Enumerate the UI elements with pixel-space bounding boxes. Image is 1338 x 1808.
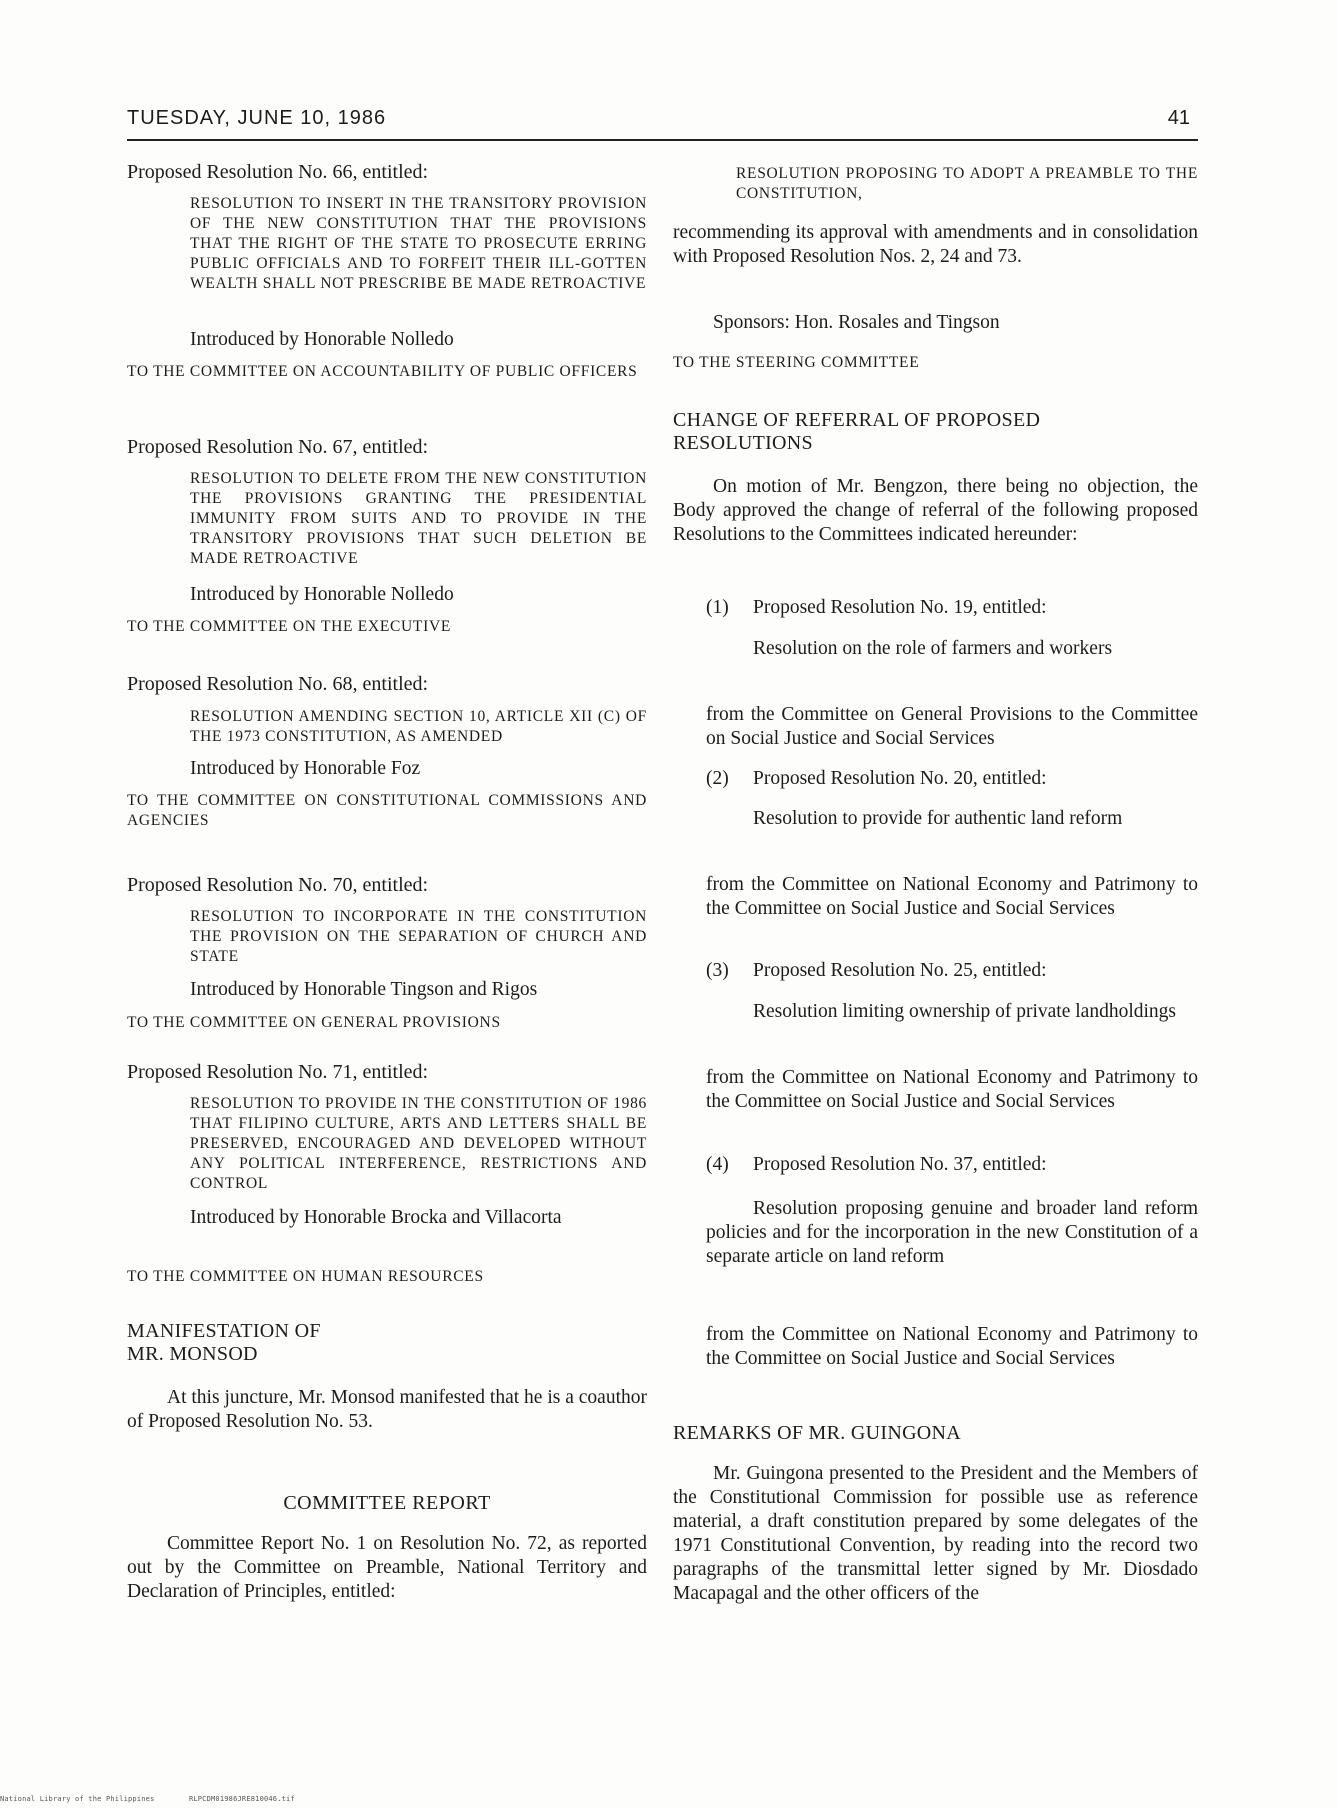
resolution-70-introduced: Introduced by Honorable Tingson and Rigos bbox=[190, 979, 538, 1000]
resolution-66-introduced: Introduced by Honorable Nolledo bbox=[190, 329, 454, 350]
referral-item-3-title: Resolution limiting ownership of private landholdings bbox=[753, 1001, 1177, 1022]
manifestation-heading-line2: MR. MONSOD bbox=[127, 1343, 258, 1365]
resolution-68-title: RESOLUTION AMENDING SECTION 10, ARTICLE XII (C) OF THE 1973 CONSTITUTION, AS AMENDED bbox=[190, 708, 647, 745]
referral-item-1-title: Resolution on the role of farmers and workers bbox=[753, 638, 1113, 659]
referral-item-2-title: Resolution to provide for authentic land reform bbox=[753, 808, 1123, 829]
referral-item-4-number: (4) bbox=[706, 1154, 729, 1175]
footer-file: RLPCDM01986JRE810046.tif bbox=[188, 1795, 295, 1803]
resolution-70-referral: TO THE COMMITTEE ON GENERAL PROVISIONS bbox=[127, 1014, 501, 1031]
referral-item-4-title: Resolution proposing genuine and broader land reform policies and for the incorporation in the new Constitution of a separate article on land reform bbox=[706, 1198, 1198, 1267]
referral-item-3-head bbox=[673, 959, 1198, 983]
referral-item-3-label: Proposed Resolution No. 25, entitled: bbox=[753, 960, 1047, 981]
page-number: 41 bbox=[1167, 107, 1190, 129]
manifestation-text: At this juncture, Mr. Monsod manifested that he is a coauthor of Proposed Resolution No. 53. bbox=[127, 1387, 647, 1432]
manifestation-heading-line1: MANIFESTATION OF bbox=[127, 1320, 321, 1342]
remarks-text: Mr. Guingona presented to the President and the Members of the Constitutional Commission for possible use as reference material, a draft constitution prepared by some delegates of the 1971 Constitutional Convention, by reading into the record two paragraphs of the transmittal letter signed by Mr. Diosdado Macapagal and the other officers of the bbox=[673, 1463, 1198, 1604]
remarks-heading: REMARKS OF MR. GUINGONA bbox=[673, 1422, 962, 1444]
resolution-71-referral: TO THE COMMITTEE ON HUMAN RESOURCES bbox=[127, 1268, 484, 1285]
committee-report-heading: COMMITTEE REPORT bbox=[283, 1492, 491, 1514]
resolution-67-title: RESOLUTION TO DELETE FROM THE NEW CONSTITUTION THE PROVISIONS GRANTING THE PRESIDENTIAL IMMUNITY FROM SUITS AND TO PROVIDE IN THE TRANSITORY PROVISIONS THAT SUCH DELETION BE MADE RETROACTIVE bbox=[190, 470, 647, 567]
resolution-66-title: RESOLUTION TO INSERT IN THE TRANSITORY PROVISION OF THE NEW CONSTITUTION THAT THE PROVISIONS THAT THE RIGHT OF THE STATE TO PROSECUTE ERRING PUBLIC OFFICIALS AND TO FORFEIT THEIR ILL-GOTTEN WEALTH SHALL NOT PRESCRIBE BE MADE RETROACTIVE bbox=[190, 195, 647, 292]
referral-item-1-from: from the Committee on General Provisions to the Committee on Social Justice and Social Services bbox=[706, 704, 1198, 749]
resolution-67-lead: Proposed Resolution No. 67, entitled: bbox=[127, 436, 429, 458]
resolution-70-lead: Proposed Resolution No. 70, entitled: bbox=[127, 874, 429, 896]
referral-item-2-number: (2) bbox=[706, 768, 729, 789]
resolution-71-lead: Proposed Resolution No. 71, entitled: bbox=[127, 1061, 429, 1083]
resolution-70-title: RESOLUTION TO INCORPORATE IN THE CONSTITUTION THE PROVISION ON THE SEPARATION OF CHURCH AND STATE bbox=[190, 908, 647, 965]
change-of-referral-heading bbox=[673, 409, 1198, 455]
resolution-68-referral: TO THE COMMITTEE ON CONSTITUTIONAL COMMISSIONS AND AGENCIES bbox=[127, 792, 647, 829]
resolution-66-referral: TO THE COMMITTEE ON ACCOUNTABILITY OF PUBLIC OFFICERS bbox=[127, 363, 638, 380]
preamble-sponsors: Sponsors: Hon. Rosales and Tingson bbox=[713, 312, 1000, 333]
referral-item-3-from: from the Committee on National Economy and Patrimony to the Committee on Social Justice and Social Services bbox=[706, 1067, 1198, 1112]
referral-item-4-label: Proposed Resolution No. 37, entitled: bbox=[753, 1154, 1047, 1175]
committee-report-text: Committee Report No. 1 on Resolution No. 72, as reported out by the Committee on Preamble, National Territory and Declaration of Principles, entitled: bbox=[127, 1533, 647, 1602]
header-rule bbox=[127, 139, 1198, 141]
referral-item-3-number: (3) bbox=[706, 960, 729, 981]
referral-item-2-from: from the Committee on National Economy and Patrimony to the Committee on Social Justice and Social Services bbox=[706, 874, 1198, 919]
preamble-resolution-title: RESOLUTION PROPOSING TO ADOPT A PREAMBLE TO THE CONSTITUTION, bbox=[736, 165, 1198, 202]
preamble-resolution-text: recommending its approval with amendments and in consolidation with Proposed Resolution Nos. 2, 24 and 73. bbox=[673, 222, 1198, 267]
resolution-68-lead: Proposed Resolution No. 68, entitled: bbox=[127, 673, 429, 695]
referral-item-1-head bbox=[673, 596, 1198, 620]
resolution-66-lead: Proposed Resolution No. 66, entitled: bbox=[127, 161, 429, 183]
change-of-referral-heading-line1: CHANGE OF REFERRAL OF PROPOSED bbox=[673, 409, 1041, 431]
resolution-68-introduced: Introduced by Honorable Foz bbox=[190, 758, 421, 779]
change-of-referral-text: On motion of Mr. Bengzon, there being no objection, the Body approved the change of referral of the following proposed Resolutions to the Committees indicated hereunder: bbox=[673, 476, 1198, 545]
change-of-referral-heading-line2: RESOLUTIONS bbox=[673, 432, 813, 454]
resolution-67-referral: TO THE COMMITTEE ON THE EXECUTIVE bbox=[127, 618, 452, 635]
referral-item-2-head bbox=[673, 767, 1198, 791]
footer-library: National Library of the Philippines bbox=[0, 1795, 155, 1803]
header-date: TUESDAY, JUNE 10, 1986 bbox=[127, 107, 387, 129]
manifestation-heading bbox=[127, 1320, 647, 1366]
preamble-referral: TO THE STEERING COMMITTEE bbox=[673, 354, 920, 371]
referral-item-1-label: Proposed Resolution No. 19, entitled: bbox=[753, 597, 1047, 618]
scan-footer bbox=[0, 1795, 325, 1803]
referral-item-2-label: Proposed Resolution No. 20, entitled: bbox=[753, 768, 1047, 789]
resolution-71-introduced: Introduced by Honorable Brocka and Villacorta bbox=[190, 1207, 562, 1228]
referral-item-1-number: (1) bbox=[706, 597, 729, 618]
resolution-71-title: RESOLUTION TO PROVIDE IN THE CONSTITUTION OF 1986 THAT FILIPINO CULTURE, ARTS AND LETTERS SHALL BE PRESERVED, ENCOURAGED AND DEVELOPED WITHOUT ANY POLITICAL INTERFERENCE, RESTRICTIONS AND CONTROL bbox=[190, 1095, 647, 1192]
referral-item-4-head bbox=[673, 1153, 1198, 1177]
resolution-67-introduced: Introduced by Honorable Nolledo bbox=[190, 584, 454, 605]
referral-item-4-from: from the Committee on National Economy and Patrimony to the Committee on Social Justice and Social Services bbox=[706, 1324, 1198, 1369]
